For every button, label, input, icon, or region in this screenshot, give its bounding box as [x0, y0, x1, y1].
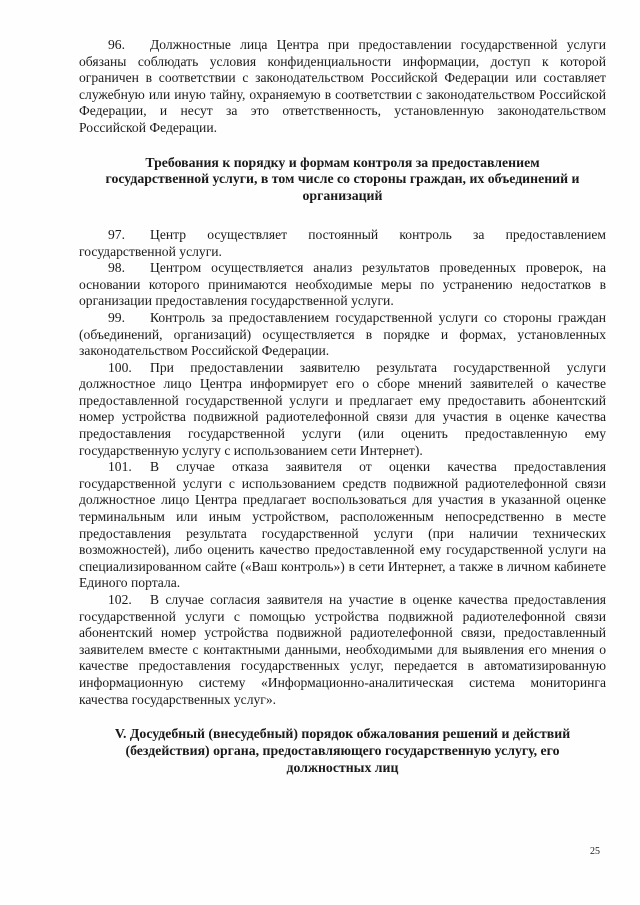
- paragraph-number: 96.: [108, 37, 125, 52]
- paragraph-99: [79, 310, 606, 360]
- paragraph-100: [79, 360, 606, 460]
- section-heading-appeal: V. Досудебный (внесудебный) порядок обжалования решений и действий (бездействия) органа, предоставляющего государственную услугу, его должностных лиц: [114, 726, 571, 775]
- paragraph-number: 97.: [108, 226, 125, 242]
- paragraph-text: Центром осуществляется анализ результатов проведенных проверок, на основании которого принимаются необходимые меры по устранению недостатков в организации предоставления государственной услуги.: [79, 260, 606, 309]
- paragraph-text: В случае отказа заявителя от оценки качества предоставления государственной услуги с использованием средств подвижной радиотелефонной связи должностное лицо Центра предлагает воспользоваться для участия в указанной оценке терминальным или иным устройством, расположенным непосредственно в месте предоставления результата государственной услуги (при наличии технических возможностей), либо оценить качество предоставленной ему государственной услуги на специализированном сайте («Ваш контроль») в сети Интернет, а также в личном кабинете Единого портала.: [79, 459, 606, 591]
- paragraph-number: 98.: [108, 260, 125, 276]
- paragraph-97: [79, 227, 606, 260]
- paragraph-text: Контроль за предоставлением государственной услуги со стороны граждан (объединений, организаций) осуществляется в порядке и формах, установленных законодательством Российской Федерации.: [79, 309, 606, 359]
- paragraph-96: [79, 37, 606, 137]
- paragraph-98: [79, 260, 606, 310]
- paragraph-text: Должностные лица Центра при предоставлении государственной услуги обязаны соблюдать условия конфиденциальности информации, доступ к которой ограничен в соответствии с законодательством Российской Федерации или составляет служебную или иную тайну, охраняемую в соответствии с законодательством Российской Федерации, и несут за это ответственность, установленную законодательством Российской Федерации.: [79, 37, 606, 135]
- paragraph-number: 102.: [108, 592, 132, 608]
- paragraph-text: При предоставлении заявителю результата государственной услуги должностное лицо Центра информирует его о сборе мнений заявителей о качестве предоставленной государственной услуги и предлагает ему предоставить абонентский номер устройства подвижной радиотелефонной связи для участия в оценке качества предоставления государственной услуги (или оценить предоставленную ему государственную услугу с использованием сети Интернет).: [79, 359, 606, 458]
- paragraph-101: [79, 459, 606, 592]
- page-content: [79, 37, 606, 777]
- paragraph-number: 100.: [108, 359, 132, 375]
- paragraph-102: [79, 592, 606, 708]
- page-number: 25: [590, 846, 600, 857]
- section-heading-control: Требования к порядку и формам контроля за предоставлением государственной услуги, в том числе со стороны граждан, их объединений и организаций: [105, 154, 580, 204]
- paragraph-text: В случае согласия заявителя на участие в оценке качества предоставления государственной услуги с помощью устройства подвижной радиотелефонной связи абонентский номер устройства подвижной радиотелефонной связи, предоставленный заявителем вместе с контактными данными, необходимыми для выявления его мнения о качестве предоставления государственных услуг, передается в автоматизированную информационную систему «Информационно-аналитическая система мониторинга качества государственных услуг».: [79, 592, 606, 707]
- paragraph-number: 101.: [108, 459, 132, 475]
- paragraph-text: Центр осуществляет постоянный контроль за предоставлением государственной услуги.: [79, 226, 606, 259]
- paragraph-number: 99.: [108, 309, 125, 325]
